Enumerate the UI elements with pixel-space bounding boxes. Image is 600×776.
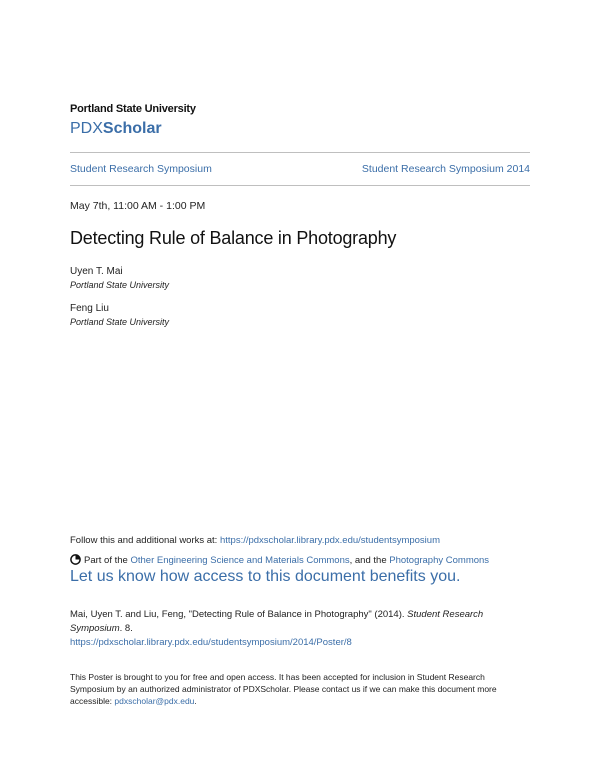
brand-pdx: PDX [70,120,103,137]
follow-line [70,535,440,546]
pdxscholar-logo[interactable] [70,120,162,138]
author-affiliation: Portland State University [70,317,170,327]
citation-venue: Student Research Symposium [70,609,484,634]
citation-url-link[interactable]: https://pdxscholar.library.pdx.edu/studentsymposium/2014/Poster/8 [70,637,352,648]
nav-link-symposium[interactable]: Student Research Symposium [70,163,212,175]
author-affiliation: Portland State University [70,280,170,290]
citation-suffix: . 8. [119,623,133,634]
citation-title: "Detecting Rule of Balance in Photography" (2014). [188,609,408,620]
divider-top [70,152,530,153]
author-name: Uyen T. Mai [70,266,123,277]
cover-page [70,0,530,776]
divider-bottom [70,185,530,186]
feedback-link[interactable]: Let us know how access to this document benefits you. [70,568,461,585]
event-date-time: May 7th, 11:00 AM - 1:00 PM [70,200,206,212]
brand-scholar: Scholar [102,120,162,137]
nav-link-symposium-2014[interactable]: Student Research Symposium 2014 [361,163,530,175]
commons-link-photography[interactable]: Photography Commons [389,555,490,566]
part-of-prefix: Part of the [84,555,131,566]
recommended-citation [70,608,530,650]
footer-text: This Poster is brought to you for free and open access. It has been accepted for inclusion in Student Research Symposium by an authorized administrator of PDXScholar. Please contact us if we can make this document more accessible: [70,672,497,706]
contact-email-link[interactable]: pdxscholar@pdx.edu [114,696,195,706]
author-name: Feng Liu [70,303,109,314]
part-of-line [70,554,489,566]
commons-link-engineering[interactable]: Other Engineering Science and Materials Commons [130,555,350,566]
access-statement [70,671,530,707]
university-name: Portland State University [70,103,196,115]
document-title: Detecting Rule of Balance in Photography [70,228,397,248]
follow-url-link[interactable]: https://pdxscholar.library.pdx.edu/studentsymposium [219,535,440,546]
footer-end: . [194,696,197,706]
creative-commons-icon [70,554,81,565]
citation-authors: Mai, Uyen T. and Liu, Feng, [70,609,189,620]
follow-prefix: Follow this and additional works at: [70,535,220,546]
part-of-middle: , and the [349,555,390,566]
